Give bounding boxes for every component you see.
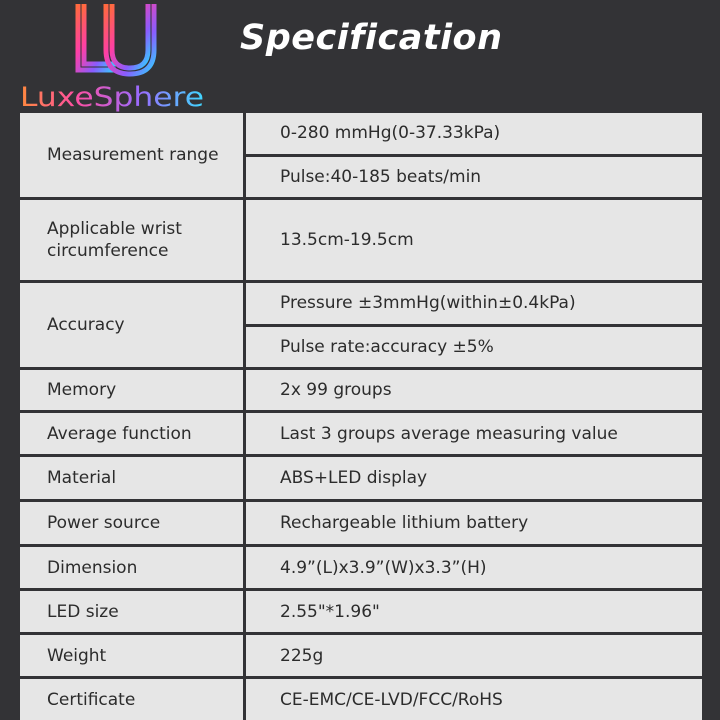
spec-label-line: Material — [47, 468, 117, 488]
spec-row — [20, 113, 702, 197]
spec-label — [20, 200, 243, 280]
spec-label-line: Applicable wrist — [47, 219, 182, 239]
spec-value: Pulse rate:accuracy ±5% — [246, 327, 702, 368]
spec-label — [20, 679, 243, 720]
spec-label-line: LED size — [47, 601, 119, 622]
spec-value: 4.9”(L)x3.9”(W)x3.3”(H) — [246, 547, 702, 588]
spec-row — [20, 200, 702, 280]
spec-label-line: Measurement range — [47, 145, 219, 165]
spec-label — [20, 502, 243, 544]
spec-value: Rechargeable lithium battery — [246, 502, 702, 544]
spec-value: Pressure ±3mmHg(within±0.4kPa) — [246, 283, 702, 324]
spec-label-line: Certificate — [47, 689, 136, 710]
spec-row — [20, 679, 702, 720]
brand-logo — [18, 0, 208, 112]
spec-row — [20, 591, 702, 632]
spec-label-line: Accuracy — [47, 315, 125, 335]
spec-label-line: Weight — [47, 645, 107, 666]
spec-label-line: Memory — [47, 380, 117, 400]
spec-value: 2.55"*1.96" — [246, 591, 702, 632]
spec-label-line: Average function — [47, 423, 192, 444]
spec-value: ABS+LED display — [246, 457, 702, 499]
spec-value: CE-EMC/CE-LVD/FCC/RoHS — [246, 679, 702, 720]
spec-label-line: circumference — [47, 241, 169, 261]
spec-value: 225g — [246, 635, 702, 676]
spec-label — [20, 413, 243, 454]
logo-monogram-mark — [78, 4, 154, 74]
spec-row — [20, 413, 702, 454]
logo-wordmark: LuxeSphere — [20, 82, 204, 112]
spec-row — [20, 502, 702, 544]
spec-label — [20, 591, 243, 632]
spec-row — [20, 457, 702, 499]
spec-label — [20, 370, 243, 410]
spec-label-line: Dimension — [47, 557, 138, 578]
spec-label — [20, 113, 243, 197]
spec-value: 2x 99 groups — [246, 370, 702, 410]
spec-label-line: Power source — [47, 513, 161, 533]
page-title: Specification — [240, 18, 503, 58]
spec-value: Last 3 groups average measuring value — [246, 413, 702, 454]
spec-value: 13.5cm-19.5cm — [246, 200, 702, 280]
spec-value: Pulse:40-185 beats/min — [246, 157, 702, 198]
spec-label — [20, 283, 243, 367]
spec-row — [20, 283, 702, 367]
spec-row — [20, 547, 702, 588]
specification-table — [20, 113, 702, 720]
spec-label — [20, 635, 243, 676]
spec-label — [20, 457, 243, 499]
spec-row — [20, 370, 702, 410]
spec-row — [20, 635, 702, 676]
spec-value: 0-280 mmHg(0-37.33kPa) — [246, 113, 702, 154]
spec-label — [20, 547, 243, 588]
